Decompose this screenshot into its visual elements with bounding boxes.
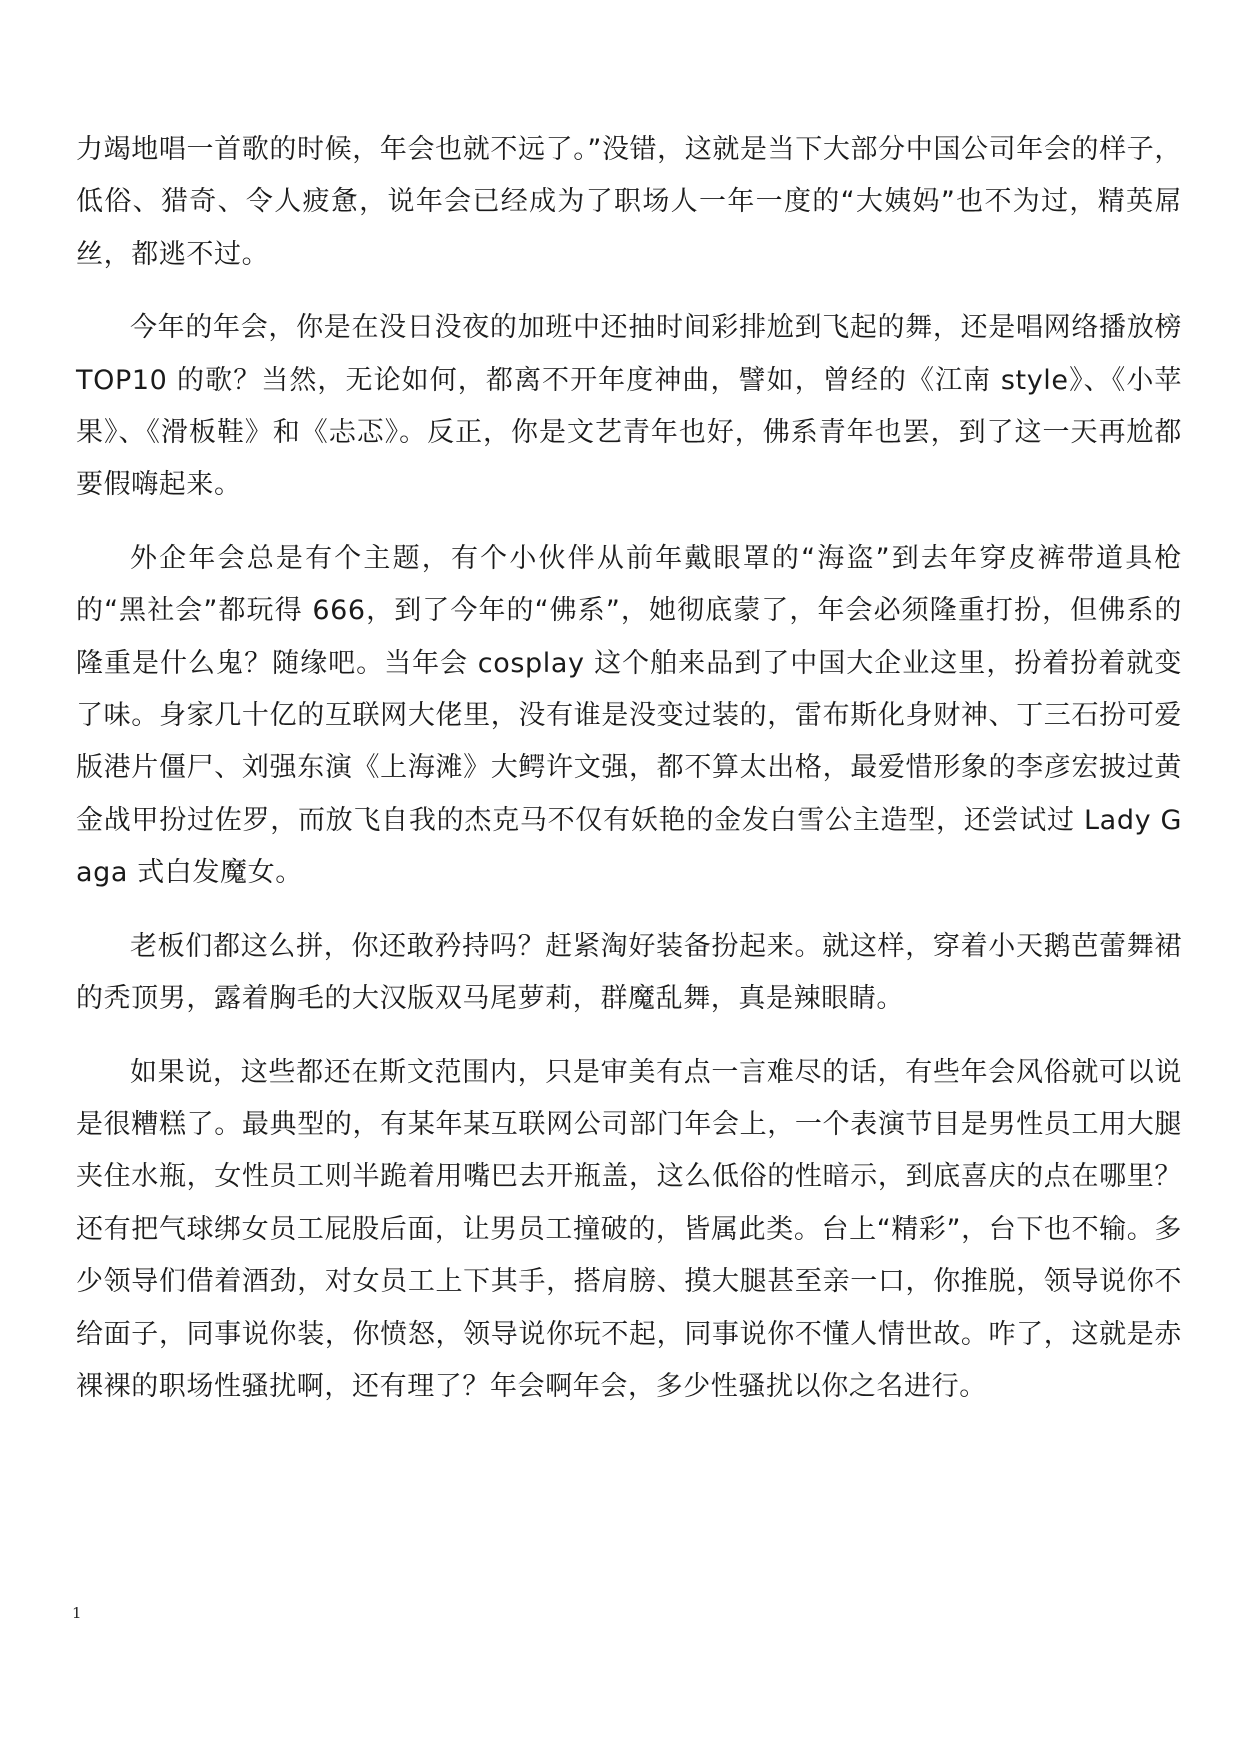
paragraph-4: 老板们都这么拼，你还敢矜持吗？赶紧淘好装备扮起来。就这样，穿着小天鹅芭蕾舞裙的秃顶男，露着胸毛的大汉版双马尾萝莉，群魔乱舞，真是辣眼睛。 bbox=[76, 930, 1182, 1015]
paragraph-5: 如果说，这些都还在斯文范围内，只是审美有点一言难尽的话，有些年会风俗就可以说是很糟糕了。最典型的，有某年某互联网公司部门年会上，一个表演节目是男性员工用大腿夹住水瓶，女性员工则半跪着用嘴巴去开瓶盖，这么低俗的性暗示，到底喜庆的点在哪里？还有把气球绑女员工屁股后面，让男员工撞破的，皆属此类。台上“精彩”，台下也不输。多少领导们借着酒劲，对女员工上下其手，搭肩膀、摸大腿甚至亲一口，你推脱，领导说你不给面子，同事说你装，你愤怒，领导说你玩不起，同事说你不懂人情世故。咋了，这就是赤裸裸的职场性骚扰啊，还有理了？年会啊年会，多少性骚扰以你之名进行。 bbox=[76, 1056, 1182, 1402]
paragraph-1: 力竭地唱一首歌的时候，年会也就不远了。”没错，这就是当下大部分中国公司年会的样子，低俗、猎奇、令人疲惫，说年会已经成为了职场人一年一度的“大姨妈”也不为过，精英屌丝，都逃不过。 bbox=[76, 134, 1182, 270]
paragraph-3: 外企年会总是有个主题，有个小伙伴从前年戴眼罩的“海盗”到去年穿皮裤带道具枪的“黑社会”都玩得 666，到了今年的“佛系”，她彻底蒙了，年会必须隆重打扮，但佛系的隆重是什么鬼？随缘吧。当年会 cosplay 这个舶来品到了中国大企业这里，扮着扮着就变了味。身家几十亿的互联网大佬里，没有谁是没变过装的，雷布斯化身财神、丁三石扮可爱版港片僵尸、刘强东演《上海滩》大鳄许文强，都不算太出格，最爱惜形象的李彦宏披过黄金战甲扮过佐罗，而放飞自我的杰克马不仅有妖艳的金发白雪公主造型，还尝试过 Lady Gaga 式白发魔女。 bbox=[76, 542, 1182, 889]
document-body bbox=[76, 124, 1182, 1434]
page-number: 1 bbox=[72, 1604, 82, 1622]
paragraph-2: 今年的年会，你是在没日没夜的加班中还抽时间彩排尬到飞起的舞，还是唱网络播放榜 TOP10 的歌？当然，无论如何，都离不开年度神曲，譬如，曾经的《江南 style》、《小苹果》、《滑板鞋》和《忐忑》。反正，你是文艺青年也好，佛系青年也罢，到了这一天再尬都要假嗨起来。 bbox=[76, 312, 1182, 501]
